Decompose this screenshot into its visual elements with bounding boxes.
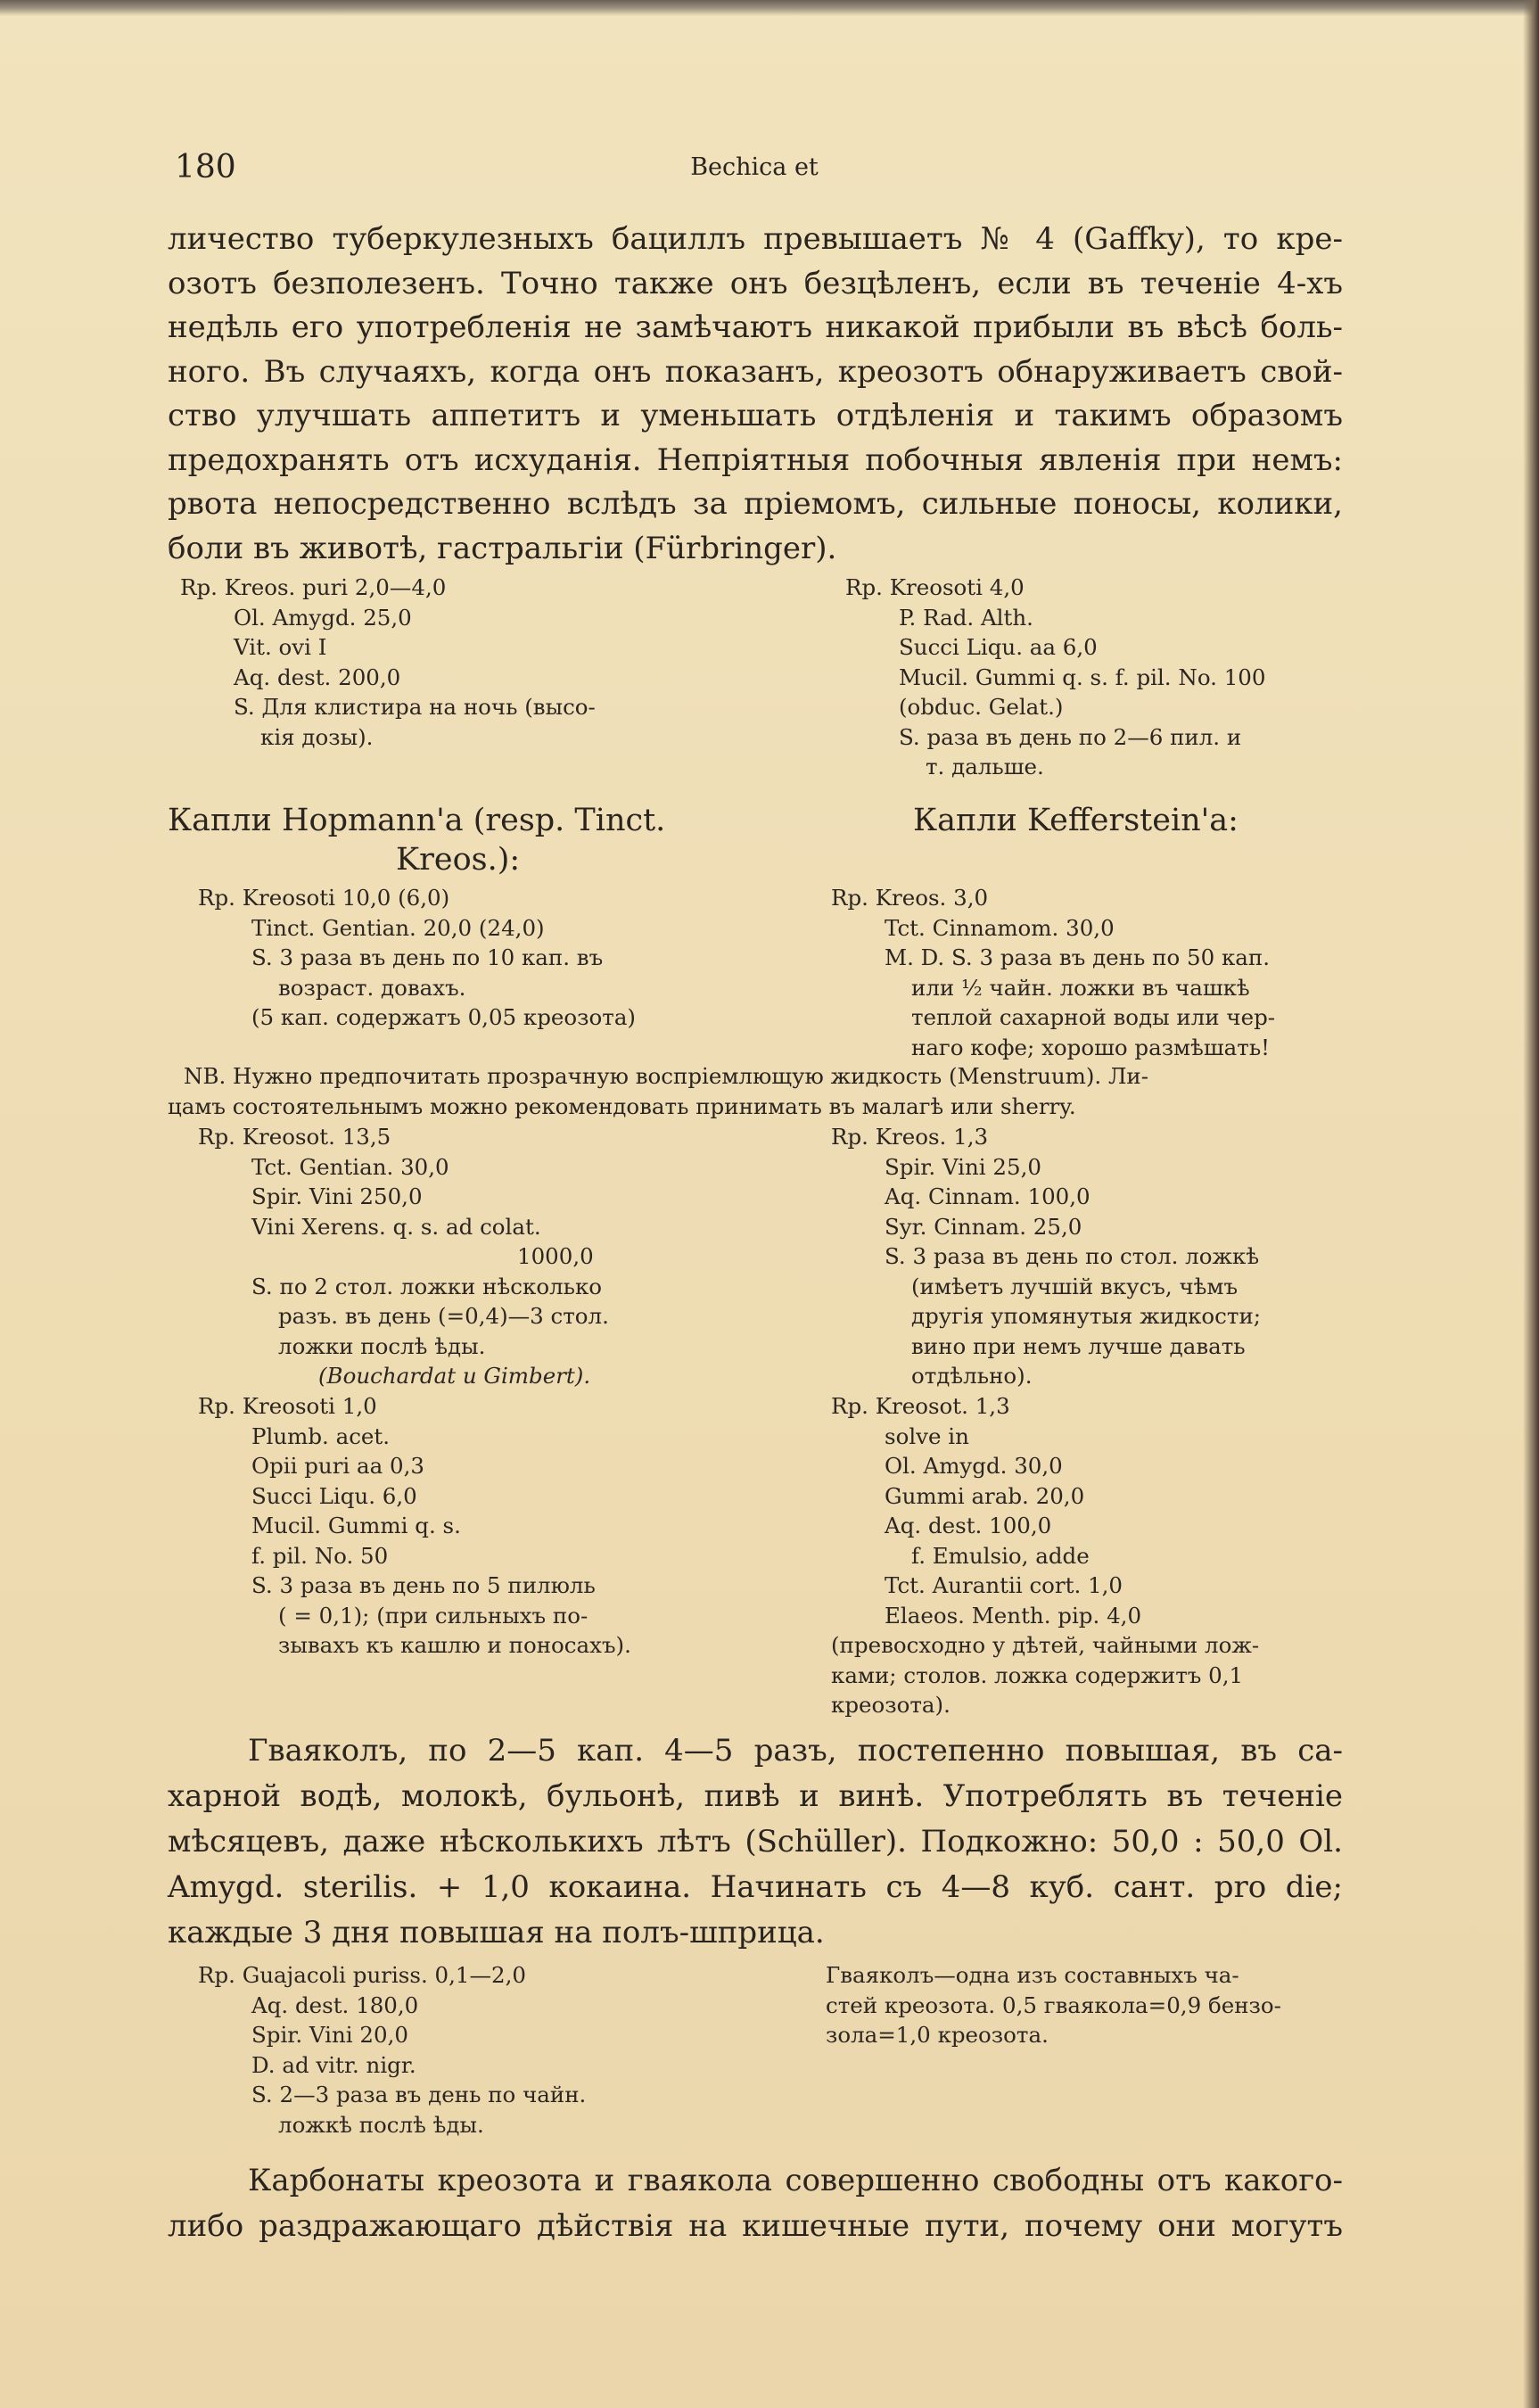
nb-note	[168, 1061, 1343, 1121]
recipe-line: Ol. Amygd. 25,0	[234, 604, 412, 631]
recipe-line: (имѣетъ лучшій вкусъ, чѣмъ	[911, 1273, 1239, 1299]
recipe-line: Opii puri aa 0,3	[251, 1453, 424, 1479]
recipe-line: наго кофе; хорошо размѣшать!	[911, 1034, 1271, 1060]
recipe-line: Elaeos. Menth. pip. 4,0	[885, 1602, 1142, 1629]
recipe-block-left-3	[198, 1122, 609, 1391]
recipe-line: Tct. Cinnamom. 30,0	[885, 914, 1115, 941]
recipe-line: Rp. Kreosot. 1,3	[831, 1393, 1010, 1419]
recipe-line: S. 3 раза въ день по 10 кап. въ	[251, 944, 604, 970]
recipe-line: Mucil. Gummi q. s. f. pil. No. 100	[899, 664, 1266, 690]
recipe-line: S. по 2 стол. ложки нѣсколько	[251, 1273, 603, 1299]
recipe-line: отдѣльно).	[911, 1363, 1033, 1389]
recipe-line: Syr. Cinnam. 25,0	[885, 1213, 1082, 1240]
recipe-line: S. 3 раза въ день по стол. ложкѣ	[885, 1243, 1260, 1269]
recipe-line: S. 3 раза въ день по 5 пилюль	[251, 1572, 596, 1598]
note-line: стей креозота. 0,5 гваякола=0,9 бензо-	[826, 1992, 1281, 2018]
recipe-line: f. pil. No. 50	[251, 1542, 389, 1569]
recipe-line: зывахъ къ кашлю и поносахъ).	[278, 1632, 631, 1658]
drops-title-kefferstein: Капли Kefferstein'a:	[913, 803, 1239, 838]
final-line: Карбонаты креозота и гваякола совершенно свободны отъ какого-	[248, 2163, 1343, 2198]
recipe-line: Tinct. Gentian. 20,0 (24,0)	[251, 914, 545, 941]
recipe-line: S. Для клистира на ночь (высо-	[234, 694, 596, 720]
recipe-line: Aq. Cinnam. 100,0	[885, 1183, 1090, 1209]
recipe-line: Tct. Gentian. 30,0	[251, 1153, 449, 1180]
recipe-line: вино при немъ лучше давать	[911, 1332, 1246, 1359]
guaiacol-line: Amygd. sterilis. + 1,0 кокаина. Начинать съ 4—8 куб. сант. pro die;	[168, 1869, 1343, 1905]
recipe-line: Aq. dest. 180,0	[251, 1992, 419, 2018]
recipe-line: Gummi arab. 20,0	[885, 1482, 1085, 1509]
intro-line: озотъ безполезенъ. Точно также онъ безцѣленъ, если въ теченіе 4-хъ	[168, 265, 1343, 301]
recipe-line: Spir. Vini 25,0	[885, 1153, 1041, 1180]
recipe-block-right-1	[845, 573, 1265, 782]
drops-title-hopmann: Капли Hopmann'a (resp. Tinct.	[168, 803, 666, 838]
intro-line: недѣль его употребленія не замѣчаютъ никакой прибыли въ вѣсѣ боль-	[168, 309, 1343, 345]
recipe-line: ложкѣ послѣ ѣды.	[278, 2111, 484, 2138]
page-header	[175, 148, 1361, 187]
recipe-line: f. Emulsio, adde	[911, 1542, 1090, 1569]
intro-paragraph	[168, 218, 1343, 571]
guaiacol-line: каждые 3 дня повышая на полъ-шприца.	[168, 1915, 825, 1950]
recipe-line: т. дальше.	[926, 754, 1044, 779]
recipe-line: Rp. Kreos. puri 2,0—4,0	[180, 574, 447, 600]
intro-line: ного. Въ случаяхъ, когда онъ показанъ, креозотъ обнаруживаетъ свой-	[168, 353, 1343, 390]
recipe-line: ложки послѣ ѣды.	[278, 1332, 486, 1359]
recipe-line: кія дозы).	[260, 723, 374, 750]
recipe-line: Rp. Kreosoti 4,0	[845, 574, 1025, 600]
guaiacol-paragraph	[168, 1728, 1343, 1956]
recipe-line: Mucil. Gummi q. s.	[251, 1513, 461, 1538]
recipe-block-left-5	[198, 1960, 586, 2140]
note-line: зола=1,0 креозота.	[826, 2022, 1049, 2048]
recipe-line: Rp. Kreosot. 13,5	[198, 1124, 391, 1150]
recipe-line: Rp. Guajacoli puriss. 0,1—2,0	[198, 1962, 526, 1988]
guaiacol-line: харной водѣ, молокѣ, бульонѣ, пивѣ и винѣ. Употреблять въ теченіе	[168, 1778, 1343, 1814]
intro-line: рвота непосредственно вслѣдъ за пріемомъ, сильные поносы, колики,	[168, 486, 1343, 522]
page-number: 180	[175, 149, 236, 186]
intro-line: личество туберкулезныхъ бациллъ превышаетъ № 4 (Gaffky), то кре-	[168, 221, 1343, 257]
guaiacol-line: Гваяколъ, по 2—5 кап. 4—5 разъ, постепенно повышая, въ са-	[248, 1733, 1343, 1769]
nb-line: NB. Нужно предпочитать прозрачную воспріемлющую жидкость (Menstruum). Ли-	[184, 1063, 1149, 1089]
recipe-line: (obduc. Gelat.)	[899, 694, 1064, 720]
recipe-line: Plumb. acet.	[251, 1423, 391, 1449]
recipe-line: Spir. Vini 250,0	[251, 1183, 423, 1209]
recipe-line: креозота).	[831, 1692, 951, 1718]
recipe-line: Tct. Aurantii cort. 1,0	[885, 1572, 1123, 1598]
guaiacol-note	[826, 1960, 1281, 2050]
recipe-line: разъ. въ день (=0,4)—3 стол.	[278, 1303, 609, 1329]
recipe-line: ками; столов. ложка содержитъ 0,1	[831, 1662, 1244, 1688]
recipe-line: 1000,0	[517, 1243, 594, 1269]
recipe-line: Rp. Kreos. 1,3	[831, 1124, 989, 1150]
final-paragraph	[168, 2158, 1343, 2249]
recipe-block-right-3	[831, 1122, 1261, 1391]
note-line: Гваяколъ—одна изъ составныхъ ча-	[826, 1962, 1239, 1988]
recipe-line: Rp. Kreosoti 1,0	[198, 1393, 377, 1419]
recipe-line: теплой сахарной воды или чер-	[911, 1004, 1276, 1030]
recipe-line: Aq. dest. 100,0	[885, 1513, 1052, 1538]
final-line: либо раздражающаго дѣйствія на кишечные пути, почему они могутъ	[168, 2208, 1343, 2244]
recipe-line: Spir. Vini 20,0	[251, 2022, 408, 2048]
running-title: Bechica et	[690, 153, 819, 181]
intro-line: боли въ животѣ, гастральгіи (Fürbringer).	[168, 530, 837, 566]
recipe-line: (превосходно у дѣтей, чайными лож-	[831, 1632, 1260, 1658]
recipe-block-left-1	[180, 573, 596, 752]
recipe-line: Vini Xerens. q. s. ad colat.	[251, 1213, 541, 1240]
scan-right-edge	[1523, 0, 1539, 2408]
intro-line: предохранять отъ исхуданія. Непріятныя побочныя явленія при немъ:	[168, 441, 1343, 478]
recipe-line: Aq. dest. 200,0	[234, 664, 401, 690]
recipe-line: D. ad vitr. nigr.	[251, 2051, 416, 2078]
intro-line: ство улучшать аппетитъ и уменьшать отдѣленія и такимъ образомъ	[168, 398, 1343, 433]
recipe-line: P. Rad. Alth.	[899, 604, 1033, 631]
recipe-line: Succi Liqu. aa 6,0	[899, 634, 1098, 660]
recipe-line: S. раза въ день по 2—6 пил. и	[899, 723, 1242, 750]
drops-title-hopmann-cont: Kreos.):	[396, 842, 521, 878]
recipe-line: solve in	[885, 1423, 969, 1449]
recipe-line: ( = 0,1); (при сильныхъ по-	[278, 1602, 588, 1629]
recipe-line: или ½ чайн. ложки въ чашкѣ	[911, 974, 1250, 1001]
nb-line: цамъ состоятельнымъ можно рекомендовать принимать въ малагѣ или sherry.	[168, 1093, 1076, 1119]
recipe-line: M. D. S. 3 раза въ день по 50 кап.	[885, 944, 1270, 970]
recipe-block-left-4	[198, 1391, 631, 1661]
recipe-block-right-2	[831, 883, 1275, 1062]
recipe-line: (Bouchardat и Gimbert).	[318, 1363, 591, 1389]
recipe-line: (5 кап. содержатъ 0,05 креозота)	[251, 1004, 636, 1030]
scan-top-edge	[0, 0, 1539, 16]
recipe-line: S. 2—3 раза въ день по чайн.	[251, 2082, 587, 2107]
recipe-line: Ol. Amygd. 30,0	[885, 1453, 1063, 1479]
recipe-line: Succi Liqu. 6,0	[251, 1482, 417, 1509]
recipe-block-right-4	[831, 1391, 1259, 1720]
guaiacol-line: мѣсяцевъ, даже нѣсколькихъ лѣтъ (Schüller). Подкожно: 50,0 : 50,0 Ol.	[168, 1824, 1343, 1860]
recipe-line: Rp. Kreos. 3,0	[831, 885, 989, 911]
recipe-line: Rp. Kreosoti 10,0 (6,0)	[198, 885, 450, 911]
recipe-line: возраст. довахъ.	[278, 974, 466, 1001]
recipe-line: другія упомянутыя жидкости;	[911, 1303, 1262, 1329]
recipe-block-left-2	[198, 883, 636, 1033]
recipe-line: Vit. ovi I	[234, 634, 327, 660]
